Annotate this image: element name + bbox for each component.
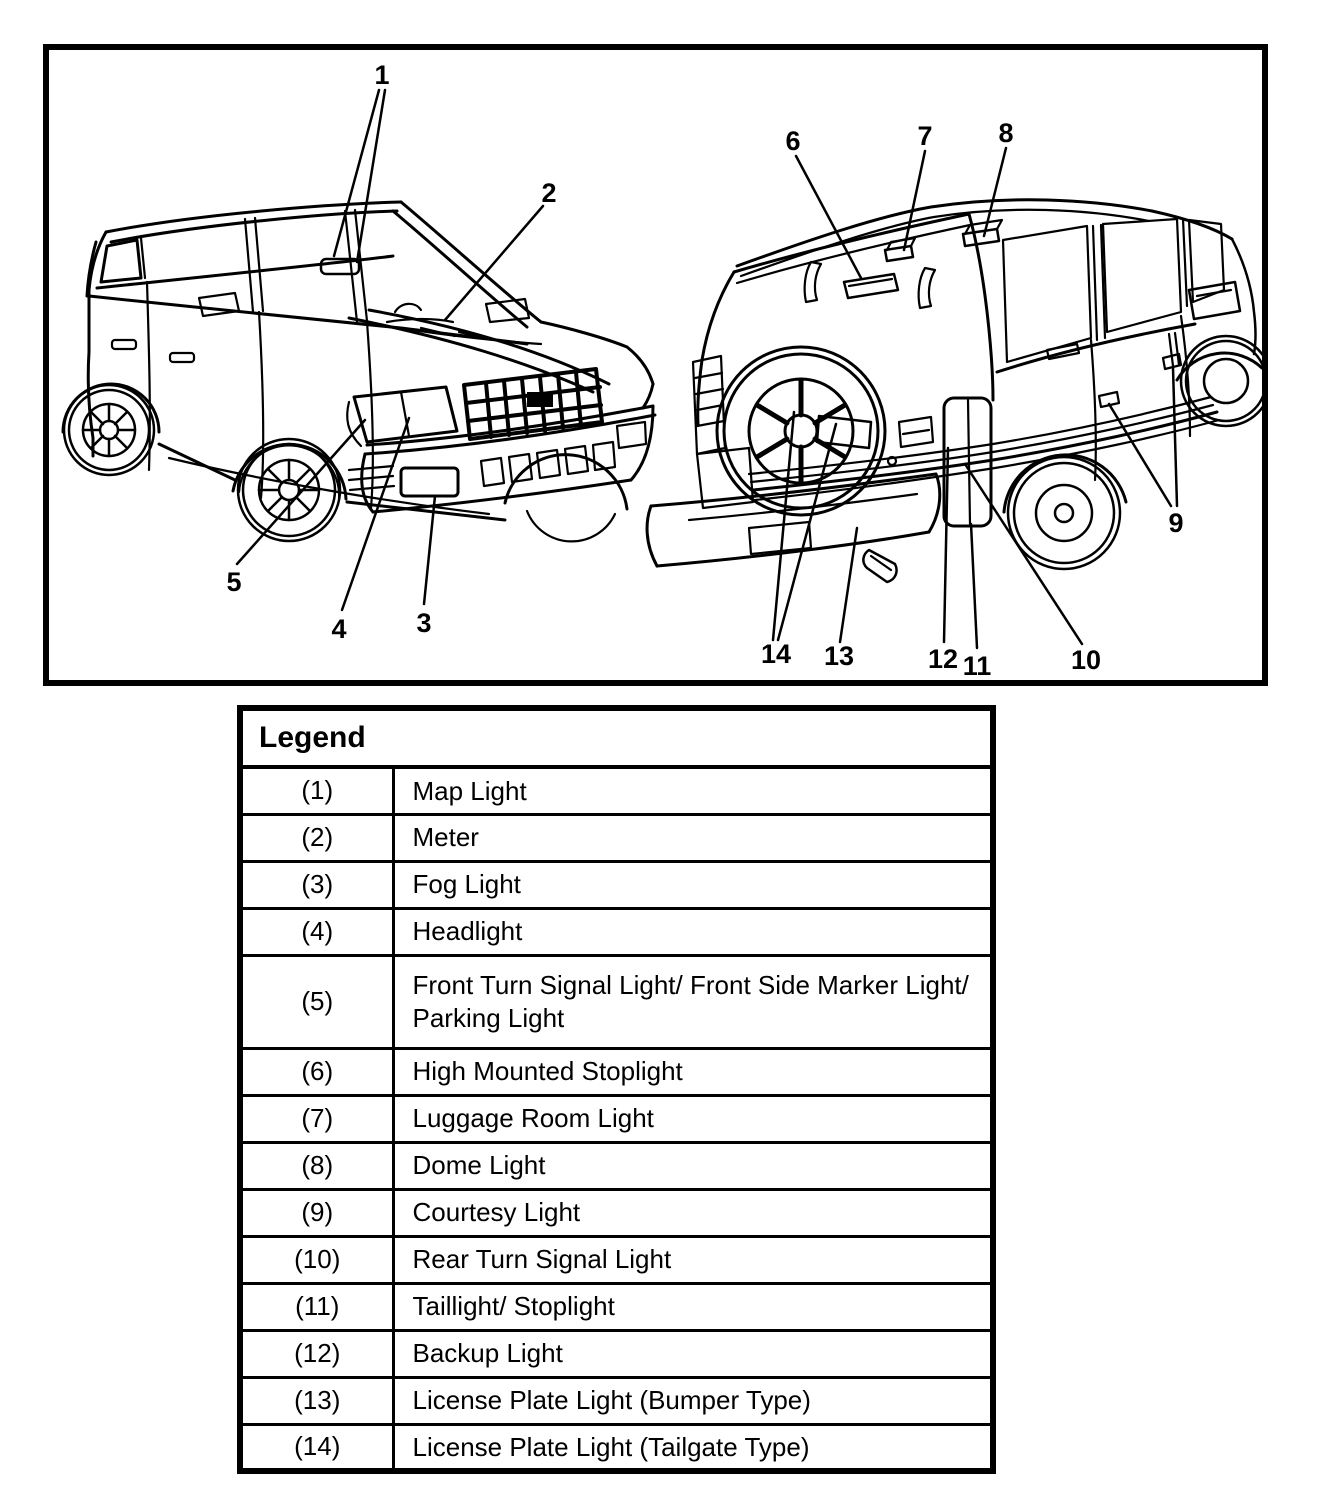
callout-1: 1 [374, 60, 390, 90]
callout-5: 5 [226, 567, 242, 597]
callout-2: 2 [541, 178, 557, 208]
legend-row-label: Rear Turn Signal Light [393, 1236, 993, 1283]
legend-row-number: (8) [240, 1142, 393, 1189]
callout-9: 9 [1168, 508, 1184, 538]
legend-row-label: Front Turn Signal Light/ Front Side Marker Light/ Parking Light [393, 955, 993, 1048]
legend-row-4 [240, 908, 993, 955]
callout-8: 8 [998, 118, 1014, 148]
legend-row-number: (4) [240, 908, 393, 955]
legend-row-label: Backup Light [393, 1330, 993, 1377]
legend-table [237, 705, 996, 1474]
legend-row-12 [240, 1330, 993, 1377]
callout-4: 4 [331, 614, 347, 644]
callout-13: 13 [823, 641, 855, 671]
legend-row-number: (3) [240, 861, 393, 908]
legend-row-2 [240, 814, 993, 861]
legend-row-label: License Plate Light (Bumper Type) [393, 1377, 993, 1424]
legend-row-number: (2) [240, 814, 393, 861]
callout-7: 7 [917, 121, 933, 151]
legend-row-8 [240, 1142, 993, 1189]
legend-row-6 [240, 1048, 993, 1095]
legend-row-number: (12) [240, 1330, 393, 1377]
legend-row-label: Headlight [393, 908, 993, 955]
legend-row-10 [240, 1236, 993, 1283]
callout-10: 10 [1070, 645, 1102, 675]
legend-row-14 [240, 1424, 993, 1471]
legend-row-label: Courtesy Light [393, 1189, 993, 1236]
legend-row-9 [240, 1189, 993, 1236]
callout-leader-lines [237, 90, 1177, 648]
legend-row-number: (11) [240, 1283, 393, 1330]
callout-6: 6 [785, 126, 801, 156]
legend-row-label: Taillight/ Stoplight [393, 1283, 993, 1330]
callout-3: 3 [416, 608, 432, 638]
callout-11: 11 [962, 651, 992, 680]
exterior-lights-diagram [49, 50, 1262, 680]
legend-row-number: (7) [240, 1095, 393, 1142]
legend-row-number: (6) [240, 1048, 393, 1095]
legend-row-number: (9) [240, 1189, 393, 1236]
legend-row-7 [240, 1095, 993, 1142]
legend-row-label: License Plate Light (Tailgate Type) [393, 1424, 993, 1471]
legend-row-number: (14) [240, 1424, 393, 1471]
legend-row-label: Map Light [393, 767, 993, 814]
legend-row-number: (13) [240, 1377, 393, 1424]
rear-car-front-wheel [1181, 336, 1262, 426]
legend-row-label: Meter [393, 814, 993, 861]
legend-row-label: Fog Light [393, 861, 993, 908]
legend-row-label: High Mounted Stoplight [393, 1048, 993, 1095]
legend-row-number: (5) [240, 955, 393, 1048]
legend-row-1 [240, 767, 993, 814]
legend-row-number: (10) [240, 1236, 393, 1283]
rear-car-rear-wheel [1008, 457, 1120, 569]
front-car-rear-wheel [64, 385, 154, 475]
legend-row-label: Luggage Room Light [393, 1095, 993, 1142]
legend-title: Legend [240, 708, 993, 767]
callout-14: 14 [760, 639, 792, 669]
exterior-lights-diagram-panel [43, 44, 1268, 686]
legend-row-label: Dome Light [393, 1142, 993, 1189]
legend-row-5 [240, 955, 993, 1048]
legend-row-number: (1) [240, 767, 393, 814]
callout-12: 12 [927, 644, 959, 674]
legend-row-3 [240, 861, 993, 908]
legend-row-13 [240, 1377, 993, 1424]
legend-row-11 [240, 1283, 993, 1330]
legend-title-row [240, 708, 993, 767]
